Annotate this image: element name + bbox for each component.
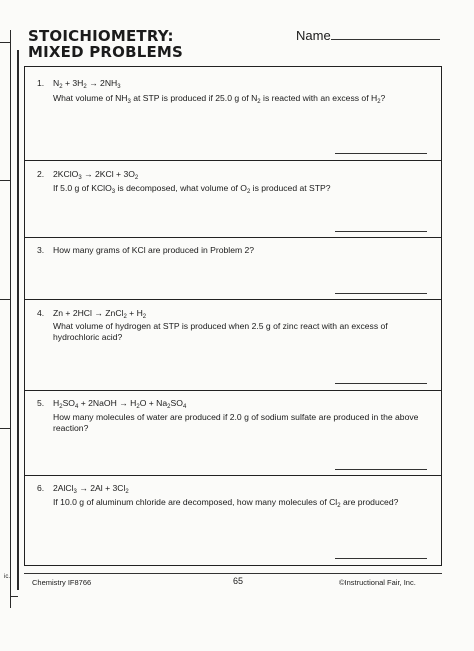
problem-5 (25, 391, 441, 476)
equation: 2AlCl$_3$ → $2Al + 3Cl_2$ (53, 483, 129, 495)
footer-left: Chemistry IF8766 (32, 578, 92, 587)
problem-number: 3. (37, 245, 45, 255)
binder-tick (0, 428, 10, 429)
name-label: Name (296, 28, 331, 43)
equation: 2KClO$_3$ → $2KCl + 3O_2$ (53, 169, 139, 181)
equation: Zn + 2HCl → ZnCl$_2$ + $H_2$ (53, 308, 147, 320)
question-text: How many grams of KCl are produced in Problem 2? (53, 245, 255, 255)
answer-line[interactable] (335, 469, 427, 470)
page-number: 65 (233, 576, 244, 586)
problem-6 (25, 476, 441, 566)
problem-number: 2. (37, 169, 45, 179)
answer-line[interactable] (335, 558, 427, 559)
problem-sheet (24, 66, 442, 566)
question-text: If 5.0 g of KClO$_3$ is decomposed, what volume of $O_2$ is produced at STP? (53, 183, 331, 195)
problem-2 (25, 161, 441, 238)
name-field[interactable] (331, 39, 440, 40)
binder-tick (0, 42, 10, 43)
page-title-line2: MIXED PROBLEMS (28, 43, 184, 61)
footer-rule (24, 573, 442, 574)
question-text: What volume of $NH_3$ at STP is produced if 25.0 g of $N_2$ is reacted with an excess of $H_2$? (53, 93, 386, 105)
problem-3 (25, 238, 441, 300)
binder-tick (10, 596, 18, 597)
question-text: What volume of hydrogen at STP is produced when 2.5 g of zinc react with an excess of hydrochloric acid? (53, 321, 388, 342)
answer-line[interactable] (335, 153, 427, 154)
binder-tick (0, 299, 10, 300)
problem-number: 4. (37, 308, 45, 318)
footer-right: ©Instructional Fair, Inc. (339, 578, 416, 587)
problem-number: 5. (37, 398, 45, 408)
answer-line[interactable] (335, 231, 427, 232)
equation: $H_2SO_4$ + 2NaOH → $H_2O + Na_2SO_4$ (53, 398, 187, 410)
margin-note: ic. (4, 574, 10, 580)
answer-line[interactable] (335, 293, 427, 294)
answer-line[interactable] (335, 383, 427, 384)
question-text: If 10.0 g of aluminum chloride are decomposed, how many molecules of $Cl_2$ are produced? (53, 497, 399, 509)
equation: $N_2 + 3H_2 \to 2NH_3$ (53, 78, 121, 90)
question-text: How many molecules of water are produced if 2.0 g of sodium sulfate are produced in the above reaction? (53, 412, 419, 433)
problem-1 (25, 67, 441, 161)
page-title-line1: STOICHIOMETRY: (28, 27, 174, 45)
problem-number: 6. (37, 483, 45, 493)
problem-number: 1. (37, 78, 45, 88)
binder-rule-inner (17, 50, 19, 590)
binder-rule-outer (10, 30, 11, 608)
binder-tick (0, 180, 10, 181)
problem-4 (25, 300, 441, 391)
